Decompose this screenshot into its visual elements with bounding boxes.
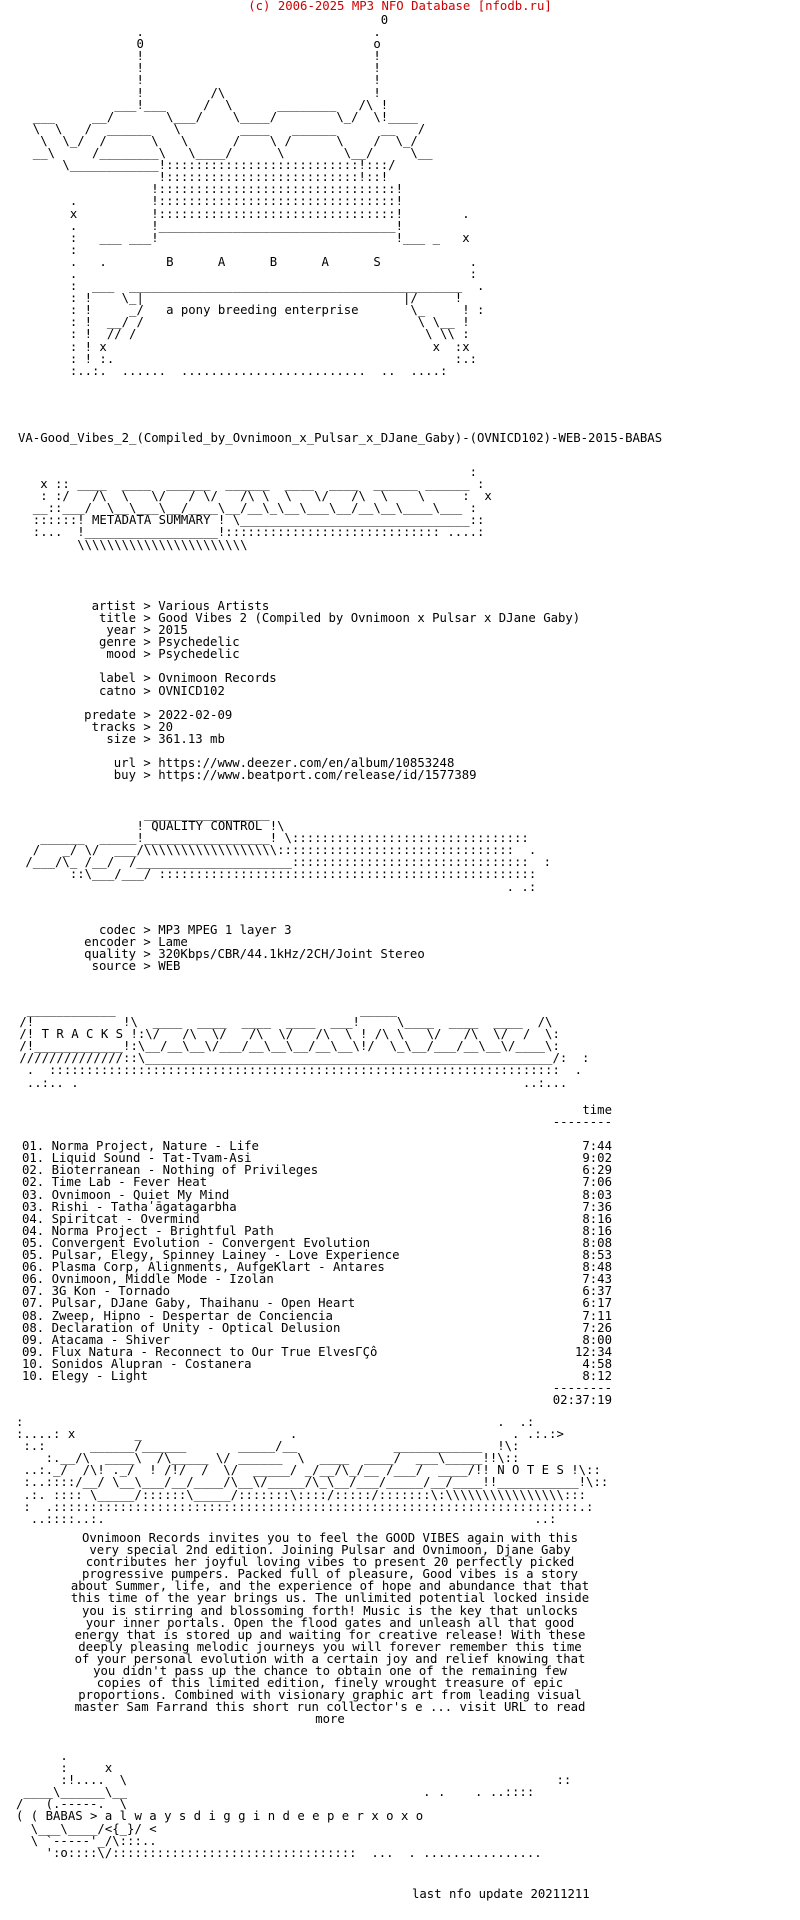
babas-logo-art	[18, 14, 484, 377]
metadata-row-title: title > Good Vibes 2 (Compiled by Ovnimoon x Pulsar x DJane Gaby)	[0, 612, 580, 624]
meta-key: url	[113, 755, 136, 770]
track-title: Ovnimoon, Middle Mode - Izolan	[51, 1272, 274, 1287]
track-time: 8:16	[582, 1211, 612, 1226]
notes-line: about Summer, life, and the experience of hope and abundance that that	[70, 1579, 590, 1594]
copyright-header[interactable]: (c) 2006-2025 MP3 NFO Database [nfodb.ru]	[248, 0, 552, 13]
track-row	[22, 1370, 612, 1382]
quality-key: codec	[98, 923, 136, 937]
track-title: Ovnimoon - Quiet My Mind	[51, 1187, 230, 1202]
track-title: Norma Project, Nature - Life	[51, 1139, 259, 1154]
track-number: 04.	[22, 1223, 45, 1238]
track-title: Time Lab - Fever Heat	[51, 1175, 208, 1190]
track-number: 07.	[22, 1296, 45, 1311]
quality-banner-art: _________________ ! QUALITY CONTROL !\ ______ _____!_________________! \:::::::::::::::::::::::::::::::: / _/ \/ ___/\\\\\\\\\\\\\\\\\\:::::::::::::::::::::::::::::::: . /___/\_ /__/ /_____________________:::::::::::::::::::::::::::::::: : ::\___/___/ ::::::::::::::::::::::::::::::::::::::::::::::::::: . .:	[25, 807, 552, 894]
metadata-row-label: label > Ovnimoon Records	[0, 672, 580, 684]
deezer-link[interactable]: https://www.deezer.com/en/album/10853248	[158, 755, 455, 770]
track-number: 02.	[22, 1163, 45, 1178]
notes-text	[0, 1532, 660, 1726]
tracklist-header-rule	[22, 1116, 612, 1128]
quality-summary	[0, 924, 425, 972]
quality-row-codec: codec > MP3 MPEG 1 layer 3	[0, 924, 425, 936]
tracklist-header	[22, 1104, 612, 1116]
track-number: 08.	[22, 1320, 45, 1335]
meta-key: mood	[106, 647, 136, 662]
meta-value: 2022-02-09	[158, 707, 233, 722]
quality-banner	[18, 808, 551, 893]
track-number: 07.	[22, 1284, 45, 1299]
footer-art-top: . : x :!.... \ :: ____\______\__ . . . ..:::: / (.-----. \	[16, 1749, 572, 1812]
release-name: VA-Good_Vibes_2_(Compiled_by_Ovnimoon_x_Pulsar_x_DJane_Gaby)-(OVNICD102)-WEB-2015-BABAS	[18, 431, 663, 445]
track-title: Elegy - Light	[51, 1368, 148, 1383]
footer-tagline: a l w a y s d i g g i n d e e p e r x o x o	[104, 1809, 424, 1824]
tracklist	[22, 1104, 612, 1406]
metadata-row-size: size > 361.13 mb	[0, 733, 580, 745]
track-number: 10.	[22, 1368, 45, 1383]
metadata-row-url: url > https://www.deezer.com/en/album/10853248	[0, 757, 580, 769]
track-time: 4:58	[582, 1356, 612, 1371]
track-title: Bioterranean - Nothing of Privileges	[51, 1163, 319, 1178]
notes-line: deeply pleasing melodic journeys you will forever remember this time	[78, 1639, 582, 1654]
notes-line: master Sam Farrand this short run collector's e ... visit URL to read	[74, 1700, 586, 1715]
track-time: 6:37	[582, 1284, 612, 1299]
notes-line: energy that is stored up and waiting for creative release! With these	[74, 1627, 586, 1642]
total-time: 02:37:19	[552, 1393, 612, 1408]
meta-value: Good Vibes 2 (Compiled by Ovnimoon x Pulsar x DJane Gaby)	[158, 611, 581, 626]
track-number: 01.	[22, 1139, 45, 1154]
meta-key: buy	[113, 768, 136, 783]
meta-key: genre	[98, 635, 136, 650]
metadata-row-catno: catno > OVNICD102	[0, 685, 580, 697]
meta-value: 20	[158, 719, 174, 734]
track-title: Liquid Sound - Tat-Tvam-Asi	[51, 1151, 252, 1166]
meta-key: predate	[84, 707, 136, 722]
quality-row-quality: quality > 320Kbps/CBR/44.1kHz/2CH/Joint Stereo	[0, 948, 425, 960]
notes-line: of your personal evolution with a certain joy and relief knowing that	[74, 1651, 586, 1666]
track-time: 8:00	[582, 1332, 612, 1347]
track-title: Sonidos Alupran - Costanera	[51, 1356, 252, 1371]
track-number: 06.	[22, 1272, 45, 1287]
notes-line: you didn't pass up the chance to obtain one of the remaining few	[93, 1664, 567, 1679]
header-rule: --------	[552, 1115, 612, 1130]
meta-value: Psychedelic	[158, 647, 240, 662]
notes-banner-art: : . .: :....: x _ . . .:.:> :.: ______/______ _____/__ ____________ !\: :.__/\ ____\ /\_____ \/ ______ \ ____ ____/ ___\_____!!\:: ..:._/ /\! ._/ ! /!/ / \/ _____/ _/__/\_/__ /___/ ____/!! N O T E S !\:: :..::::/__/ \__\___/__/____/\__\/_____/\_\__/___/_____/__/____!!___________!\:: .:. :::: \_____/::::::\_____/:::::::\::::/:::::/:::::::\:\\\\\\\\\\\\\\\\::: : .:::::::::::::::::::::::::::::::::::::::::::::::::::::::::::::::::::::::.: ..::::..:. ..:	[16, 1415, 609, 1526]
meta-value: Ovnimoon Records	[158, 671, 277, 686]
notes-line: Ovnimoon Records invites you to feel the GOOD VIBES again with this	[81, 1531, 579, 1545]
tracks-banner-art: ____________ _____ /! !\ ____ ____ ____ ____ ___! \____ ____ ____ /\ /! T R A C K S !:\/ /\ \/ /\ \/ /\ \ ! /\ \ \/ /\ \/ / \: /!____________!:\__/__\__\/___/__\__\__/__\__\!/ \_\__/___/__\__\/____\: //////////////::\_______________________________________________________/: : . ::::::::::::::::::::::::::::::::::::::::::::::::::::::::::::::::::::: . ..:.. . ..:...	[19, 1003, 590, 1090]
track-time: 7:43	[582, 1272, 612, 1287]
metadata-row-genre: genre > Psychedelic	[0, 636, 580, 648]
beatport-link[interactable]: https://www.beatport.com/release/id/1577389	[158, 768, 477, 783]
track-time: 7:26	[582, 1320, 612, 1335]
track-time: 9:02	[582, 1151, 612, 1166]
quality-key: encoder	[84, 935, 136, 950]
notes-line: you is stirring and blossoming forth! Music is the key that unlocks	[81, 1603, 579, 1618]
tracks-banner	[12, 1004, 589, 1089]
track-time: 8:16	[582, 1223, 612, 1238]
quality-key: source	[91, 959, 136, 974]
metadata-row-buy: buy > https://www.beatport.com/release/id/1577389	[0, 769, 580, 781]
track-time: 6:17	[582, 1296, 612, 1311]
footer-tagline-row	[16, 1810, 571, 1822]
spacer	[0, 660, 580, 672]
total-row	[22, 1394, 612, 1406]
metadata-row-artist: artist > Various Artists	[0, 600, 580, 612]
quality-value: WEB	[158, 959, 181, 974]
track-number: 05.	[22, 1235, 45, 1250]
track-title: Pulsar, DJane Gaby, Thaihanu - Open Heart	[51, 1296, 356, 1311]
metadata-banner-art: : x :: ____ ____ ______ ______ ____ ____ ______ ______ : : :/ /\ \ \/ / \/ /\ \ \ \/ /\ \ \ : x __::___/ \__\___\__/____\__/__\_\__\___\__/__\__\____\___ : ::::::! METADATA SUMMARY ! \_______________________________:: :... !__________________!::::::::::::::::::::::::::::: ....: \\\\\\\\\\\\\\\\\\\\\\\	[32, 465, 492, 552]
track-number: 01.	[22, 1151, 45, 1166]
quality-row-source: source > WEB	[0, 960, 425, 972]
read-more-link[interactable]: more	[315, 1712, 345, 1727]
metadata-row-year: year > 2015	[0, 624, 580, 636]
track-title: 3G Kon - Tornado	[51, 1284, 171, 1299]
track-time: 7:11	[582, 1308, 612, 1323]
track-title: Atacama - Shiver	[51, 1332, 171, 1347]
meta-key: title	[98, 611, 136, 626]
track-title: Convergent Evolution - Convergent Evolution	[51, 1235, 370, 1250]
track-title: Pulsar, Elegy, Spinney Lainey - Love Experience	[51, 1248, 400, 1263]
quality-value: Lame	[158, 935, 188, 950]
track-number: 08.	[22, 1308, 45, 1323]
track-title: Spiritcat - Overmind	[51, 1211, 200, 1226]
notes-line: your inner portals. Open the flood gates and unleash all that good	[85, 1615, 575, 1630]
track-number: 04.	[22, 1211, 45, 1226]
track-rows	[22, 1140, 612, 1382]
track-number: 06.	[22, 1260, 45, 1275]
logo-ascii: 0 . . 0 o ! ! ! ! ! ! ! /\ ! ___!___ / \ ________ /\ ! ___ __/ \___/ \____/ \_/ \!____ \ \ / ______ \ ____ ______ __ / \ \_/ / \ \ / \ / \ / \_/ __\ /________\ \____/ \ \__/ \__ \____________!::::::::::::::::::::::::::!:::/ !::::::::::::::::::::::::::!::! !::::::::::::::::::::::::::::::::! . !::::::::::::::::::::::::::::::::! x !::::::::::::::::::::::::::::::::! . . !________________________________! : ___ ___! !___ _ x : . . B A B A S . . : : ___ _____________________________________________ . : ! \_| |/ ! : ! _/ a pony breeding enterprise \_ ! : : ! __/ / \ \__ ! : ! // / \ \\ : : ! x x :x : ! :. :.: :..:. ...... ......................... .. ....:	[32, 13, 485, 378]
quality-value: 320Kbps/CBR/44.1kHz/2CH/Joint Stereo	[158, 947, 425, 962]
track-number: 09.	[22, 1344, 45, 1359]
track-time: 6:29	[582, 1163, 612, 1178]
track-number: 10.	[22, 1356, 45, 1371]
spacer	[0, 697, 580, 709]
metadata-banner	[18, 466, 492, 551]
track-time: 8:12	[582, 1368, 612, 1383]
quality-row-encoder: encoder > Lame	[0, 936, 425, 948]
metadata-row-mood: mood > Psychedelic	[0, 648, 580, 660]
meta-value: OVNICD102	[158, 683, 225, 698]
track-title: Declaration of Unity - Optical Delusion	[51, 1320, 341, 1335]
total-rule-row	[22, 1382, 612, 1394]
track-time: 7:06	[582, 1175, 612, 1190]
track-time: 7:44	[582, 1139, 612, 1154]
notes-line: contributes her joyful loving vibes to present 20 perfectly picked	[85, 1555, 575, 1570]
meta-key: catno	[98, 683, 136, 698]
track-number: 02.	[22, 1175, 45, 1190]
metadata-row-predate: predate > 2022-02-09	[0, 709, 580, 721]
last-update: last nfo update 20211211	[412, 1887, 590, 1901]
track-number: 03.	[22, 1199, 45, 1214]
time-column-header: time	[582, 1103, 612, 1117]
quality-key: quality	[84, 947, 136, 962]
total-rule: --------	[552, 1381, 612, 1396]
track-time: 8:08	[582, 1235, 612, 1250]
meta-key: size	[106, 731, 136, 746]
quality-value: MP3 MPEG 1 layer 3	[158, 923, 292, 937]
track-title: Plasma Corp, Alignments, AufgeKlart - Antares	[51, 1260, 385, 1275]
track-title: Rishi - Tathaʹāgatagarbha	[51, 1199, 237, 1214]
track-title: Flux Natura - Reconnect to Our True ElvesΓÇô	[51, 1344, 378, 1359]
track-number-title	[22, 1369, 148, 1383]
meta-key: artist	[91, 599, 136, 613]
track-time: 8:03	[582, 1187, 612, 1202]
notes-line: very special 2nd edition. Joining Pulsar and Ovnimoon, Djane Gaby	[89, 1543, 571, 1558]
notes-line: this time of the year brings us. The unlimited potential locked inside	[70, 1591, 590, 1606]
meta-key: label	[98, 671, 136, 686]
track-time: 12:34	[560, 1344, 612, 1359]
metadata-summary	[0, 600, 580, 781]
notes-lines	[0, 1532, 660, 1726]
track-title: Zweep, Hipno - Despertar de Conciencia	[51, 1308, 333, 1323]
meta-key: tracks	[91, 719, 136, 734]
meta-value: 361.13 mb	[158, 731, 225, 746]
notes-line: progressive pumpers. Packed full of pleasure, Good vibes is a story	[81, 1567, 579, 1582]
footer	[16, 1750, 571, 1859]
notes-line: copies of this limited edition, finely wrought treasure of epic	[96, 1676, 564, 1691]
notes-banner	[16, 1416, 608, 1525]
meta-value: 2015	[158, 623, 188, 638]
meta-key: year	[106, 623, 136, 638]
notes-line: proportions. Combined with visionary graphic art from leading visual	[78, 1688, 582, 1703]
track-title: Norma Project - Brightful Path	[51, 1223, 274, 1238]
track-time: 7:36	[574, 1199, 612, 1214]
track-number: 03.	[22, 1187, 45, 1202]
track-number: 05.	[22, 1248, 45, 1263]
metadata-row-tracks: tracks > 20	[0, 721, 580, 733]
footer-tagline-prefix: ( ( BABAS >	[16, 1809, 105, 1824]
meta-value: Various Artists	[158, 599, 270, 613]
track-time: 8:48	[582, 1260, 612, 1275]
track-number: 09.	[22, 1332, 45, 1347]
track-time: 8:53	[582, 1248, 612, 1263]
footer-art-bottom: \___\____/<{_}/ < \ `-----'_/\:::.. ':o::::\/::::::::::::::::::::::::::::::::: ... . ................	[30, 1821, 542, 1860]
meta-value: Psychedelic	[158, 635, 240, 650]
